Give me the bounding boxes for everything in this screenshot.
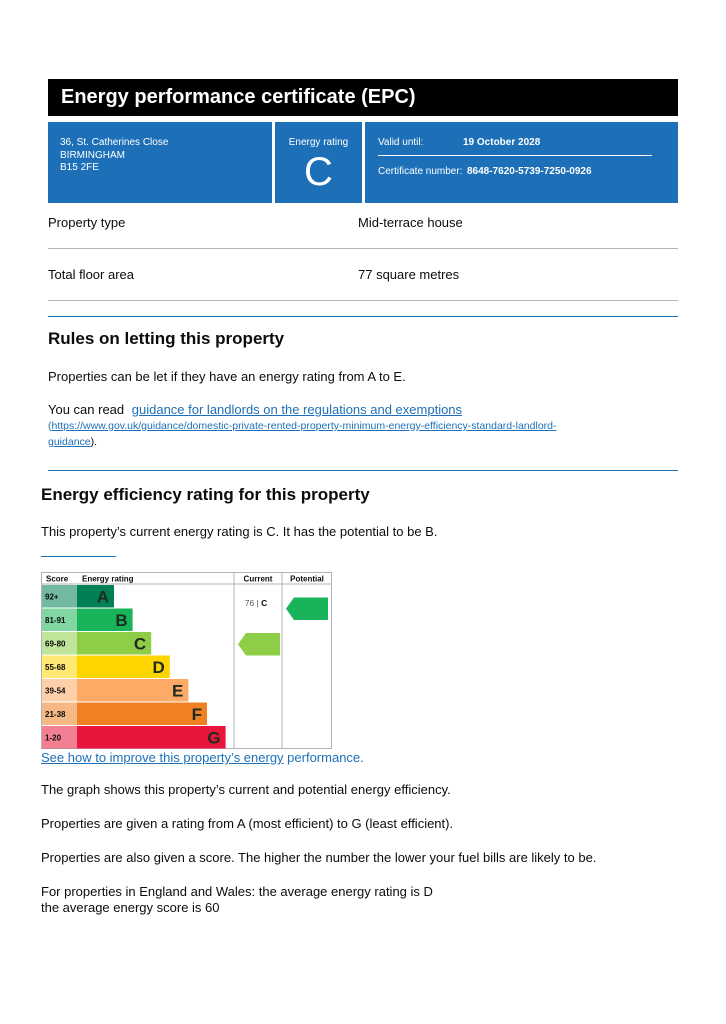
page-title: Energy performance certificate (EPC) <box>48 79 678 116</box>
potential-rating-arrow <box>286 598 328 621</box>
band-range-f: 21-38 <box>45 709 66 719</box>
band-range-b: 81-91 <box>45 615 66 625</box>
energy-rating-panel <box>275 122 362 203</box>
landlord-guidance-link[interactable]: guidance for landlords on the regulations and exemptions <box>131 402 463 417</box>
band-letter-d: D <box>152 657 165 677</box>
divider <box>48 300 678 301</box>
epc-chart-svg <box>41 572 332 749</box>
efficiency-para-2: Properties are given a rating from A (most efficient) to G (least efficient). <box>41 816 454 831</box>
average-rating-line: For properties in England and Wales: the average energy rating is D <box>41 884 433 899</box>
property-type-label: Property type <box>48 215 126 230</box>
current-score-label: 76 | C <box>244 598 268 608</box>
improve-line <box>41 750 364 766</box>
header-potential: Potential <box>290 574 324 584</box>
band-range-g: 1-20 <box>45 733 62 743</box>
guidance-url-link-cont[interactable]: guidance <box>48 436 91 448</box>
section-divider <box>48 470 678 471</box>
efficiency-intro: This property’s current energy rating is C. It has the potential to be B. <box>41 524 438 539</box>
band-range-c: 69-80 <box>45 639 66 649</box>
average-score-line: the average energy score is 60 <box>41 900 220 915</box>
efficiency-para-1: The graph shows this property’s current and potential energy efficiency. <box>41 782 451 797</box>
floor-area-label: Total floor area <box>48 267 134 282</box>
floor-area-value: 77 square metres <box>358 267 460 282</box>
address-line-2: BIRMINGHAM <box>60 149 125 161</box>
guidance-url <box>48 418 678 450</box>
band-letter-a: A <box>96 587 109 607</box>
certificate-divider <box>378 155 652 156</box>
band-letter-b: B <box>115 610 128 630</box>
epc-rating-chart <box>41 572 332 749</box>
section-divider <box>48 316 678 317</box>
address-line-3: B15 2FE <box>60 162 99 173</box>
band-letter-e: E <box>172 681 184 701</box>
current-rating-arrow <box>238 633 280 656</box>
improve-energy-link[interactable]: See how to improve this property’s energy <box>41 750 284 765</box>
band-letter-c: C <box>133 634 147 654</box>
header-score: Score <box>46 574 69 584</box>
band-letter-g: G <box>207 728 221 748</box>
url-suffix: ). <box>90 436 98 448</box>
header-current: Current <box>243 574 273 584</box>
certificate-number-value: 8648-7620-5739-7250-0926 <box>467 166 592 177</box>
band-range-d: 55-68 <box>45 662 66 672</box>
valid-until-value: 19 October 2028 <box>463 137 541 148</box>
band-bar-f <box>77 703 207 726</box>
band-letter-f: F <box>191 704 202 724</box>
band-range-a: 92+ <box>45 592 59 602</box>
short-divider <box>41 556 116 557</box>
guidance-url-link[interactable]: https://www.gov.uk/guidance/domestic-private-rented-property-minimum-energy-efficiency-standard-landlord- <box>51 420 557 432</box>
letting-para-2 <box>48 402 678 418</box>
header-energy-rating: Energy rating <box>82 574 134 584</box>
efficiency-para-3: Properties are also given a score. The higher the number the lower your fuel bills are likely to be. <box>41 850 597 865</box>
energy-rating-label: Energy rating <box>288 137 349 148</box>
address-panel <box>48 122 272 203</box>
certificate-number-label: Certificate number: <box>378 166 463 177</box>
band-bar-g <box>77 726 226 749</box>
valid-until-label: Valid until: <box>378 137 424 148</box>
address-line-1: 36, St. Catherines Close <box>60 137 169 148</box>
improve-suffix: performance. <box>283 750 364 765</box>
property-type-value: Mid-terrace house <box>358 215 463 230</box>
band-range-e: 39-54 <box>45 686 66 696</box>
energy-rating-letter: C <box>304 150 333 194</box>
url-prefix: ( <box>48 420 52 432</box>
efficiency-heading: Energy efficiency rating for this property <box>41 485 370 504</box>
letting-para-2-prefix: You can read <box>48 402 125 417</box>
letting-heading: Rules on letting this property <box>48 329 285 348</box>
divider <box>48 248 678 249</box>
letting-para-1: Properties can be let if they have an energy rating from A to E. <box>48 369 406 384</box>
certificate-panel <box>365 122 678 203</box>
